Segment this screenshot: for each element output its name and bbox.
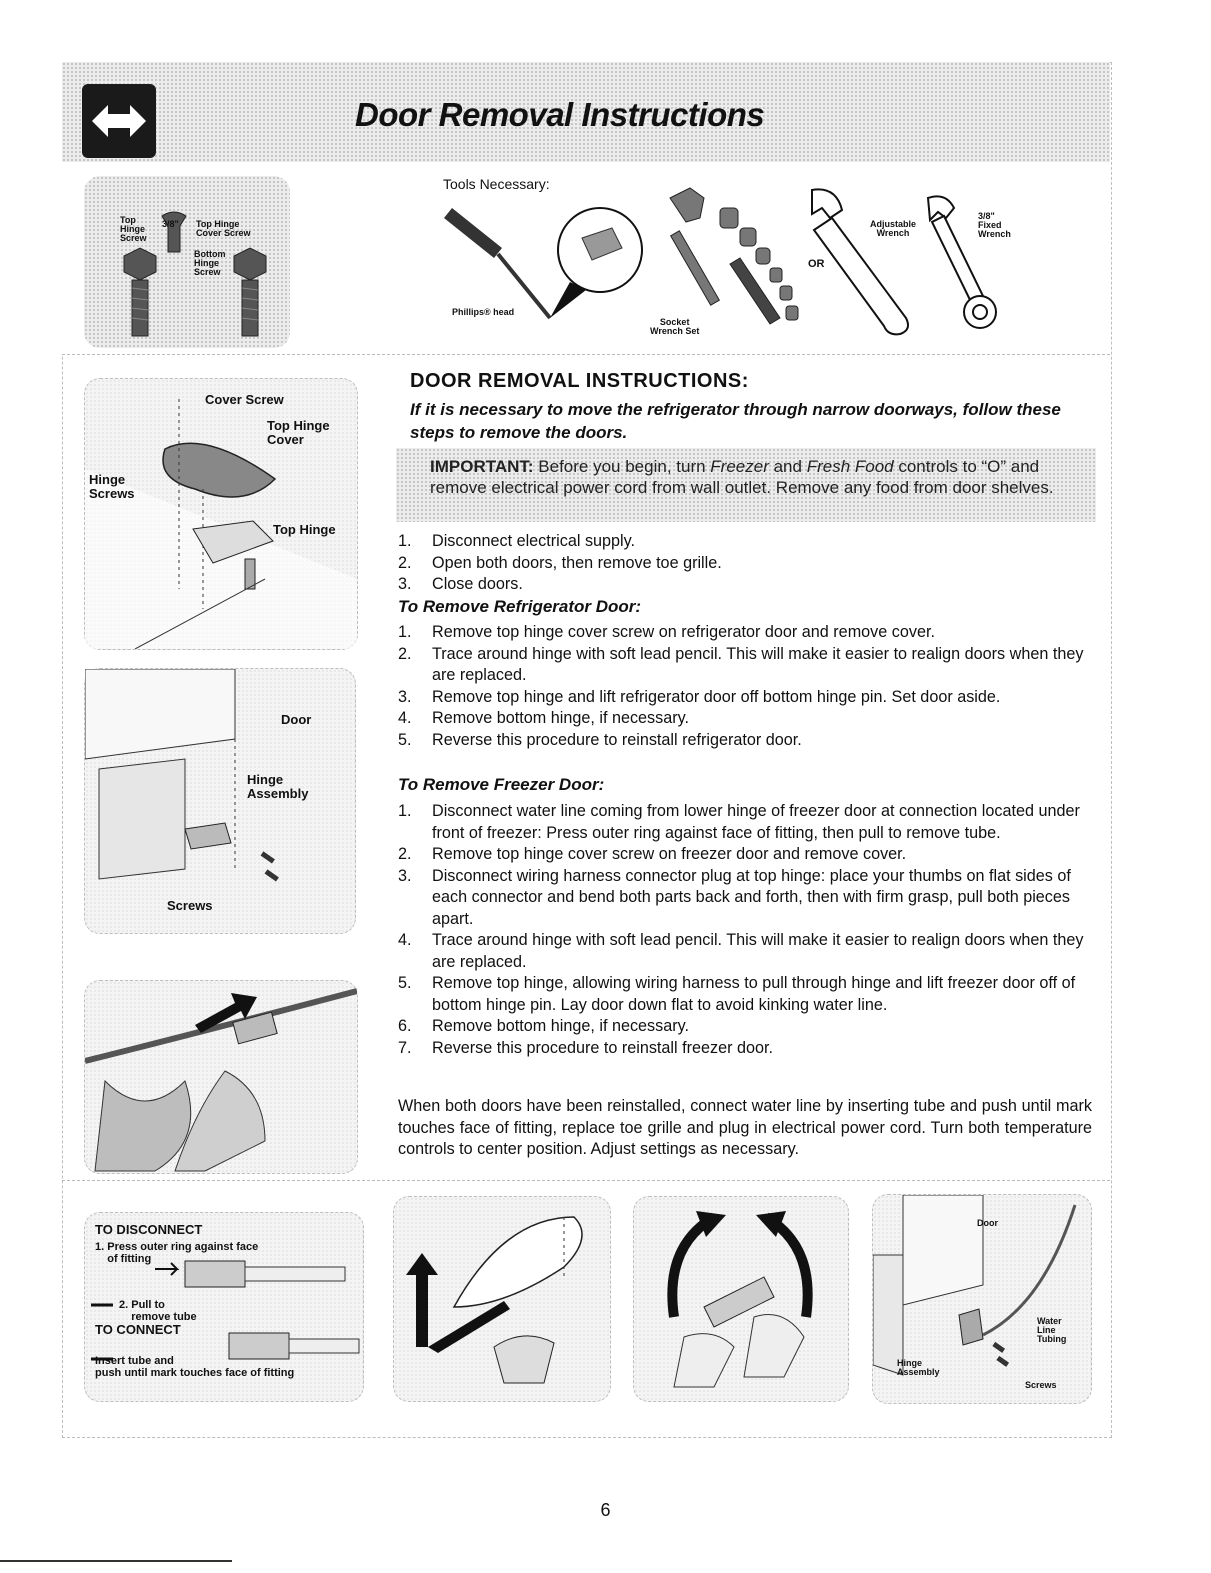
socket-wrench-icon [670,188,798,324]
general-steps [396,531,1096,596]
phillips-label: Phillips® head [452,307,515,317]
screw-size-label: 3/8" [162,219,179,229]
list-item [396,973,1096,1016]
step-number: 2. [398,644,412,663]
step-number: 4. [398,931,412,949]
step-text: Remove bottom hinge, if necessary. [432,1017,690,1035]
refrigerator-door-heading: To Remove Refrigerator Door: [398,597,642,616]
step-text: Remove bottom hinge, if necessary. [432,709,690,727]
adjustable-wrench-label: Adjustable Wrench [870,219,917,238]
tools-label: Tools Necessary: [443,176,550,192]
screwdriver-bit-magnifier-icon [550,208,642,318]
step-text: Trace around hinge with soft lead pencil. This will make it easier to realign doors when they are replaced. [432,644,1084,684]
list-item [396,644,1096,687]
step-text: Disconnect electrical supply. [432,532,636,550]
tools-illustration [440,178,1060,348]
closing-paragraph: When both doors have been reinstalled, connect water line by inserting tube and push until mark touches face of fitting, replace toe grille and plug in electrical power cord. Turn both temperature controls to center position. Adjust settings as necessary. [398,1097,1092,1158]
step-number: 7. [398,1038,412,1057]
cover-screw-label: Cover Screw [205,392,284,407]
instructions-subheading: If it is necessary to move the refrigerator through narrow doorways, follow these steps to remove the doors. [410,400,1061,442]
or-label: OR [808,258,825,270]
list-item [396,531,1096,553]
divider [62,1180,1110,1182]
important-freezer: Freezer [710,457,769,476]
list-item [396,1016,1096,1038]
double-arrow-icon [82,84,156,158]
step-text: Reverse this procedure to reinstall refrigerator door. [432,730,802,749]
step-text: Remove top hinge, allowing wiring harness to pull through hinge and lift freezer door off of bottom hinge pin. Lay door down flat to avoid kinking water line. [432,974,1076,1014]
wiring-harness-panel [633,1196,849,1402]
hardware-panel [84,176,290,348]
important-label: IMPORTANT: [430,457,534,476]
important-and: and [768,457,807,476]
step-number: 1. [398,532,412,550]
top-hinge-cover-label: Top Hinge Cover [267,418,330,447]
step-text: Close doors. [432,575,523,593]
page-title: Door Removal Instructions [355,96,765,133]
hinge-screws-illustration [84,176,290,348]
list-item [396,1038,1096,1060]
top-hinge-screw-label: Top Hinge Screw [120,215,147,243]
screws-label: Screws [167,898,213,913]
step-text: Disconnect water line coming from lower hinge of freezer door at connection located under front of freezer: Press outer ring against face of fitting, then pull to remove tube. [432,802,1080,842]
connect-instructions-panel [84,1212,364,1402]
step-number: 3. [398,575,412,593]
screwdriver-icon [444,208,550,318]
important-fresh-food: Fresh Food [806,457,894,476]
step-number: 3. [398,687,412,706]
list-item [396,687,1096,709]
water-line-panel [84,980,358,1174]
socket-label: Socket Wrench Set [650,317,700,336]
important-text-1: Before you begin, turn [533,457,711,476]
bottom-hinge-screw-label: Bottom Hinge Screw [194,249,226,277]
step-number: 2. [398,553,412,572]
step-text: Remove top hinge cover screw on freezer door and remove cover. [432,845,907,863]
top-hinge-label: Top Hinge [273,522,336,537]
instructions-heading: DOOR REMOVAL INSTRUCTIONS: [410,370,749,392]
list-item [396,553,1096,575]
freezer-hinge-panel [872,1194,1092,1404]
page-number: 6 [600,1500,611,1520]
up-arrow-icon [406,1253,438,1347]
step-text: Remove top hinge and lift refrigerator door off bottom hinge pin. Set door aside. [432,687,1001,706]
connect-text: Insert tube and push until mark touches face of fitting [95,1355,295,1379]
list-item [396,708,1096,730]
list-item [396,622,1096,644]
step-text: Open both doors, then remove toe grille. [432,553,722,572]
list-item [396,866,1096,931]
step-text: Trace around hinge with soft lead pencil. This will make it easier to realign doors when they are replaced. [432,931,1084,971]
step-number: 6. [398,1017,412,1035]
disconnect-step-2: 2. Pull to remove tube [119,1299,197,1323]
step-number: 1. [398,623,412,641]
step-number: 2. [398,845,412,863]
important-note [430,456,1070,498]
freezer-door-heading: To Remove Freezer Door: [398,775,605,794]
step-number: 1. [398,802,412,820]
water-line-tubing-label: Water Line Tubing [1037,1316,1067,1344]
step-text: Disconnect wiring harness connector plug at top hinge: place your thumbs on flat sides of each connector and bend both parts back and forth, then with firm grasp, pull both pieces apart. [432,866,1071,928]
hinge-cover-panel [84,378,358,650]
step-number: 5. [398,974,412,992]
step-text: Remove top hinge cover screw on refrigerator door and remove cover. [432,623,935,641]
step-text: Reverse this procedure to reinstall freezer door. [432,1038,774,1057]
connect-title: TO CONNECT [95,1322,181,1337]
hinge-assembly-label: Hinge Assembly [247,772,309,801]
freezer-steps [396,801,1096,1059]
lift-door-panel [393,1196,611,1402]
door-label: Door [977,1218,998,1228]
refrigerator-steps [396,622,1096,751]
step-number: 4. [398,709,412,727]
disconnect-title: TO DISCONNECT [95,1222,203,1237]
list-item [396,844,1096,866]
list-item [396,574,1096,596]
hinge-assembly-label: Hinge Assembly [897,1358,940,1377]
important-text-2: controls to “O” and remove electrical power cord from wall outlet. Remove any food from door shelves. [430,457,1054,497]
step-number: 5. [398,730,412,749]
step-number: 3. [398,866,412,885]
list-item [396,930,1096,973]
top-hinge-cover-screw-label: Top Hinge Cover Screw [196,219,251,238]
bottom-hinge-panel [84,668,356,934]
disconnect-step-1: 1. Press outer ring against face of fitting [95,1241,259,1265]
screws-label: Screws [1025,1380,1057,1390]
adjustable-wrench-icon [812,189,908,334]
fixed-wrench-label: 3/8" Fixed Wrench [978,211,1011,239]
door-label: Door [281,712,312,727]
list-item [396,730,1096,752]
list-item [396,801,1096,844]
hinge-screws-label: Hinge Screws [89,472,135,501]
footer-rule [0,1560,232,1564]
